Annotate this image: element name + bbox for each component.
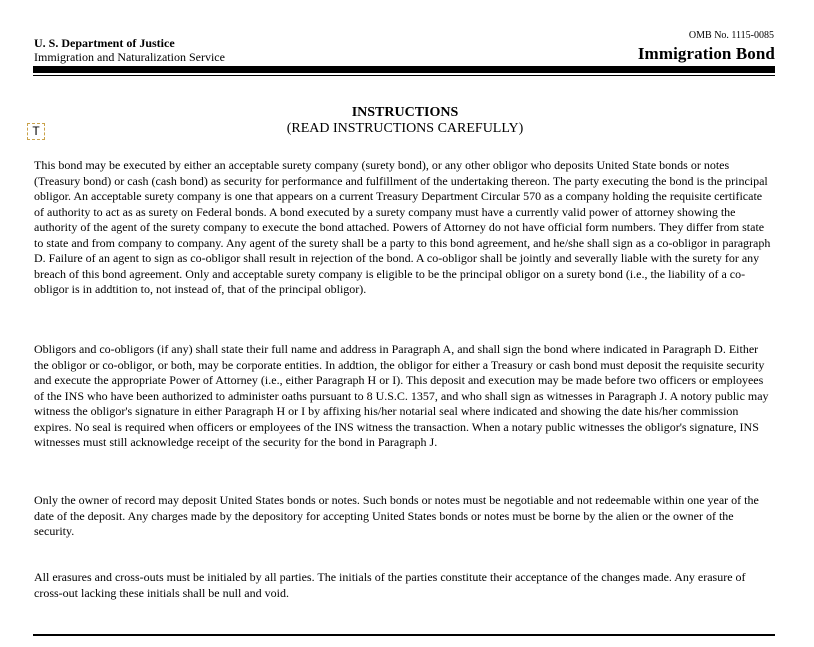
instructions-heading <box>0 105 810 137</box>
instruction-paragraph-obligors: Obligors and co-obligors (if any) shall state their full name and address in Paragraph A, and shall sign the bond where indicated in Paragraph D. Either the obligor or co-obligor, or both, may be corporate entities. In addtion, the obligor for either a Treasury or cash bond must deposit the requisite security and execute the appropriate Power of Attorney (i.e., either Paragraph H or I). This deposit and execution may be made before two officers or employees of the INS who have been authorized to administer oaths pursuant to 8 U.S.C. 1357, and who shall sign as witnesses in Paragraph J. A notory public may witness the obligor's signature in either Paragraph H or I by affixing his/her notarial seal where indicated and showing the date his/her commission expires. No seal is required when officers or employees of the INS witness the transaction. When a notary public witnesses the obligor's signature, INS witnesses must still acknowledge receipt of the security for the bond in Paragraph J. <box>34 342 769 449</box>
footer-rule <box>33 634 775 636</box>
instruction-paragraph-erasures: All erasures and cross-outs must be initialed by all parties. The initials of the parties constitute their acceptance of the changes made. Any erasure of cross-out lacking these initials shall be null and void. <box>34 570 746 600</box>
agency-block <box>34 36 225 64</box>
omb-number: OMB No. 1115-0085 <box>688 30 774 41</box>
form-title: Immigration Bond <box>637 44 775 63</box>
instruction-paragraph-owner-of-record: Only the owner of record may deposit United States bonds or notes. Such bonds or notes must be negotiable and not redeemable within one year of the date of the deposit. Any charges made by the depository for accepting United States bonds or notes must be borne by the alien or the owner of the security. <box>34 493 759 538</box>
instructions-title: INSTRUCTIONS <box>351 105 459 120</box>
form-text-field[interactable]: T <box>27 123 45 140</box>
department-name: U. S. Department of Justice <box>34 36 175 50</box>
header-rule-thin <box>33 72 775 73</box>
header-rule-thin-lower <box>33 75 775 76</box>
instruction-paragraph-surety: This bond may be executed by either an acceptable surety company (surety bond), or any other obligor who deposits United State bonds or notes (Treasury bond) or cash (cash bond) as security for performance and fulfillment of the undertaking thereon. The party executing the bond is the principal obligor. An acceptable surety company is one that appears on a current Treasury Department Circular 570 as a company holding the requisite certificate of authority to act as as surety on Federal bonds. A bond executed by a surety company must have a currently valid power of attorney showing the authority of the agent of the surety company to execute the bond attached. Powers of Attorney do not have official form numbers. They differ from state to state and from company to company. Any agent of the surety shall be a party to this bond agreement, and he/she shall sign as a co-obligor in paragraph D. Failure of an agent to sign as co-obligor shall result in rejection of the bond. A co-obligor shall be jointly and severally liable with the surety for any breach of this bond agreement. Only and acceptable surety company is eligible to be the principal obligor on a surety bond (i.e., the liability of a co-obligor is in addtition to, not instead of, that of the principal obligor). <box>34 158 771 296</box>
service-name: Immigration and Naturalization Service <box>34 50 225 64</box>
instructions-subtitle: (READ INSTRUCTIONS CAREFULLY) <box>286 121 524 136</box>
